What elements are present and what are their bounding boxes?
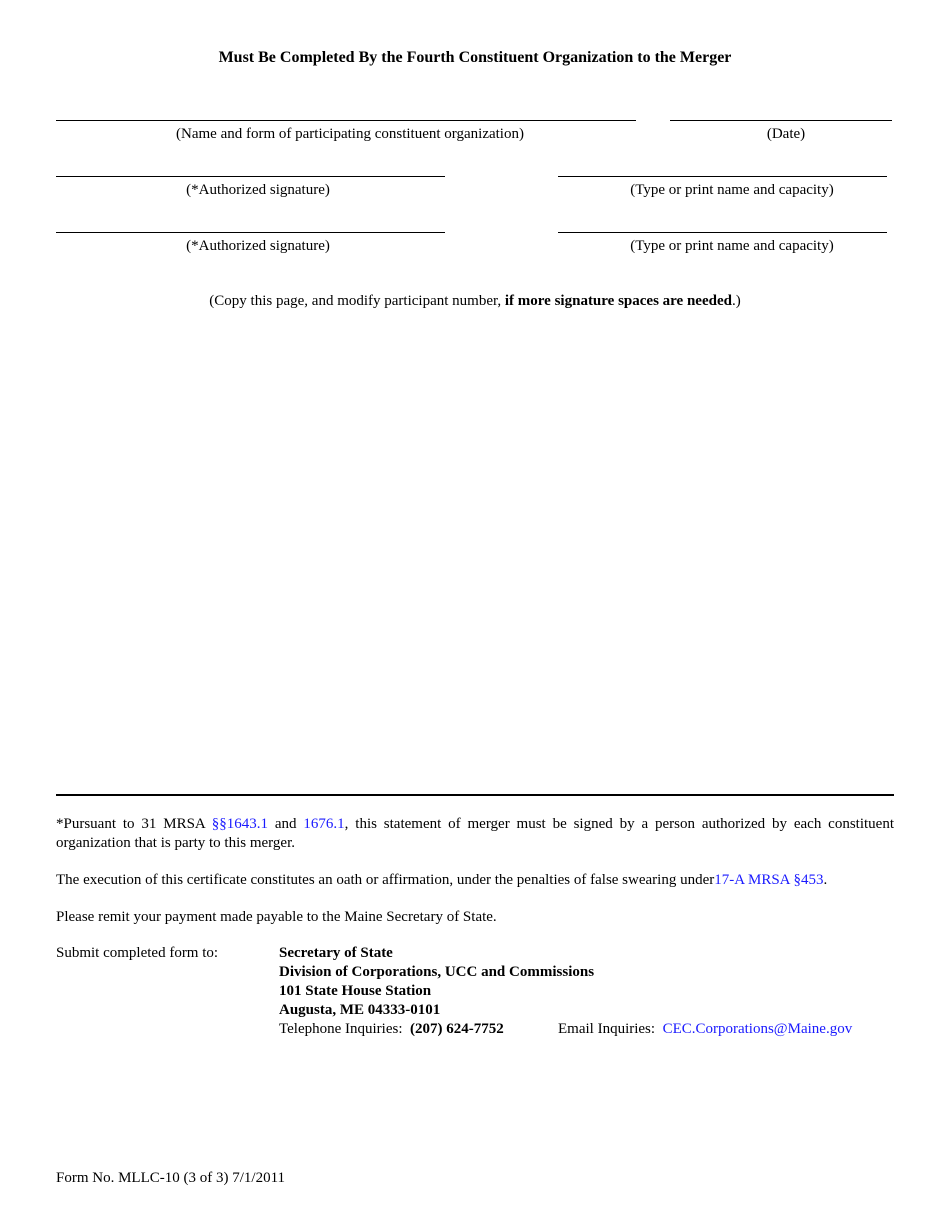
email-link[interactable]: CEC.Corporations@Maine.gov <box>662 1021 853 1037</box>
print-name-caption-1: (Type or print name and capacity) <box>630 182 834 198</box>
footnote-prefix: *Pursuant to 31 MRSA <box>56 816 212 832</box>
footnote-middle: and <box>268 816 304 832</box>
email-inquiries <box>558 1020 852 1039</box>
address-line-office: Secretary of State <box>279 945 393 961</box>
copy-note-prefix: (Copy this page, and modify participant number, <box>209 293 505 309</box>
organization-name-line[interactable] <box>56 120 636 121</box>
telephone-number: (207) 624-7752 <box>410 1021 504 1037</box>
oath-statement <box>56 871 894 890</box>
signature-footnote <box>56 815 894 853</box>
address-line-city: Augusta, ME 04333-0101 <box>279 1002 441 1018</box>
payment-instruction: Please remit your payment made payable to the Maine Secretary of State. <box>56 909 497 925</box>
address-line-station: 101 State House Station <box>279 983 432 999</box>
date-caption: (Date) <box>766 126 806 142</box>
statute-link-1676[interactable]: 1676.1 <box>303 816 345 832</box>
print-name-line-1[interactable] <box>558 176 887 177</box>
copy-page-note <box>0 292 950 310</box>
date-line[interactable] <box>670 120 892 121</box>
submit-label: Submit completed form to: <box>56 945 219 961</box>
telephone-label: Telephone Inquiries: <box>279 1021 403 1037</box>
print-name-caption-2: (Type or print name and capacity) <box>630 238 834 254</box>
section-divider <box>56 794 894 796</box>
organization-name-caption: (Name and form of participating constituent organization) <box>176 126 524 142</box>
oath-prefix: The execution of this certificate constitutes an oath or affirmation, under the penalties of false swearing under <box>56 872 715 888</box>
authorized-signature-line-2[interactable] <box>56 232 445 233</box>
mailing-address <box>279 944 594 1020</box>
oath-suffix: . <box>823 872 828 888</box>
email-label: Email Inquiries: <box>558 1021 656 1037</box>
authorized-signature-caption-2: (*Authorized signature) <box>186 238 330 254</box>
copy-note-suffix: .) <box>731 293 741 309</box>
print-name-line-2[interactable] <box>558 232 887 233</box>
address-line-division: Division of Corporations, UCC and Commissions <box>279 964 595 980</box>
copy-note-emphasis: if more signature spaces are needed <box>504 293 732 309</box>
authorized-signature-line-1[interactable] <box>56 176 445 177</box>
statute-link-1643[interactable]: §§1643.1 <box>211 816 269 832</box>
form-number-footer: Form No. MLLC-10 (3 of 3) 7/1/2011 <box>56 1170 286 1186</box>
footnote-suffix: , this statement of merger must be signed by a person authorized by each constituent organization that is party to this merger. <box>56 816 894 851</box>
statute-link-453[interactable]: 17-A MRSA §453 <box>714 872 824 888</box>
authorized-signature-caption-1: (*Authorized signature) <box>186 182 330 198</box>
telephone-inquiries <box>279 1020 504 1039</box>
page-title: Must Be Completed By the Fourth Constituent Organization to the Merger <box>218 49 732 66</box>
